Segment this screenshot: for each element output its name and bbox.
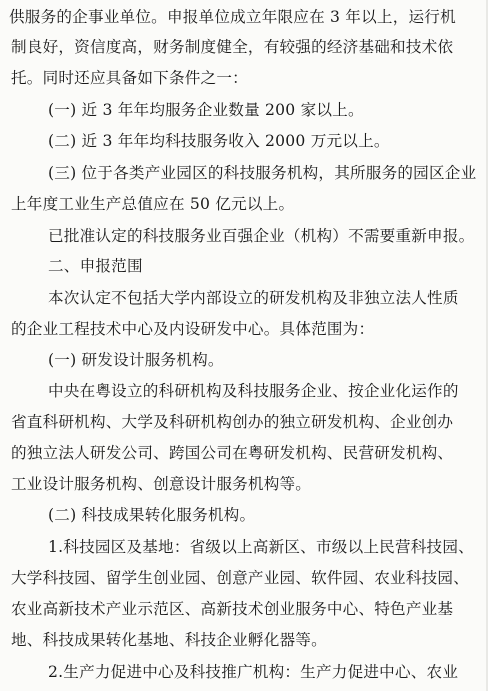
text-line: 制良好，资信度高，财务制度健全，有较强的经济基础和技术依 [11,38,454,56]
text-line: 的企业工程技术中心及内设研发中心。具体范围为： [11,320,375,338]
text-line: (二) 科技成果转化服务机构。 [48,506,256,524]
text-line: 本次认定不包括大学内部设立的研发机构及非独立法人性质 [48,289,459,307]
text-line: 已批准认定的科技服务业百强企业（机构）不需要重新申报。 [48,227,475,245]
text-line: 工业设计服务机构、创意设计服务机构等。 [11,475,312,493]
text-line: (二) 近 3 年年均科技服务收入 2000 万元以上。 [48,132,390,150]
text-line: 托。同时还应具备如下条件之一： [11,69,248,87]
text-line: 中央在粤设立的科研机构及科技服务企业、按企业化运作的 [48,382,459,400]
text-line: 1.科技园区及基地：省级以上高新区、市级以上民营科技园、 [48,538,474,556]
text-line: 地、科技成果转化基地、科技企业孵化器等。 [11,631,327,649]
text-line: 大学科技园、留学生创业园、创意产业园、软件园、农业科技园、 [11,569,470,587]
text-line: (一) 近 3 年年均服务企业数量 200 家以上。 [48,101,364,119]
text-line: 省直科研机构、大学及科研机构创办的独立研发机构、企业创办 [11,413,454,431]
text-line: (三) 位于各类产业园区的科技服务机构，其所服务的园区企业 [48,164,477,182]
section-heading: 二、申报范围 [48,257,143,275]
text-line: 2.生产力促进中心及科技推广机构：生产力促进中心、农业 [48,663,459,681]
text-line: 农业高新技术产业示范区、高新技术创业服务中心、特色产业基 [11,600,454,618]
text-line: 上年度工业生产总值应在 50 亿元以上。 [11,195,295,213]
text-line: (一) 研发设计服务机构。 [48,351,224,369]
text-line: 的独立法人研发公司、跨国公司在粤研发机构、民营研发机构、 [11,444,454,462]
text-line: 供服务的企事业单位。申报单位成立年限应在 3 年以上，运行机 [9,8,456,26]
